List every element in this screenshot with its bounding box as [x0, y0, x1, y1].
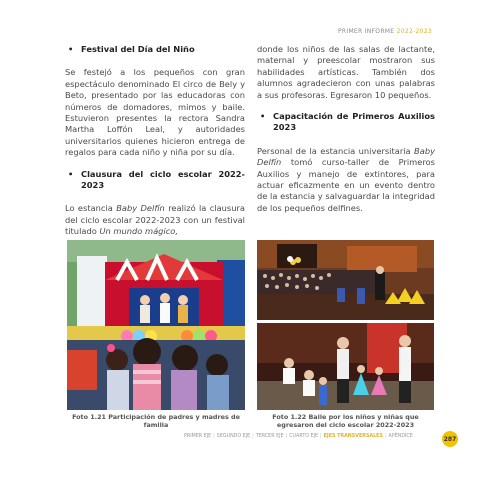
- paragraph-clausura-cont: donde los niños de las salas de lactante, maternal y preescolar mostraron sus habilidades artísticas. También dos alumnos agradecieron con unas palabras a sus profesoras. Egresaron 10 pequeños.: [257, 44, 435, 100]
- paragraph-dia-del-nino: Se festejó a los pequeños con gran espectáculo denominado El circo de Bely y Beto, presentado por las educadoras con números de domadores, mimos y baile. Estuvieron presentes la rectora Sandra Martha Loffón Leal, y autoridades universitarios quienes hicieron entrega de regalos para cada niño y niña por su día.: [65, 67, 245, 158]
- caption-photo-1-21: Foto 1.21 Participación de padres y madres de familia: [72, 413, 240, 429]
- section-heading-dia-del-nino: • Festival del Día del Niño: [65, 44, 245, 55]
- bullet-icon: •: [68, 168, 74, 179]
- caption-photo-1-22: Foto 1.22 Baile por los niños y niñas que egresaron del ciclo escolar 2022-2023: [272, 413, 419, 429]
- footer-link-tercer-eje[interactable]: TERCER EJE: [255, 434, 284, 439]
- section-heading-primeros-auxilios: • Capacitación de Primeros Auxilios 2023: [257, 111, 435, 134]
- left-text-column: [65, 44, 245, 248]
- paragraph-primeros-auxilios: Personal de la estancia universitaria Baby Delfín tomó curso-taller de Primeros Auxilios y manejo de extintores, para actuar eficazmente en un evento dentro de la estancia y salvaguardar la integridad de los pequeños delfines.: [257, 145, 436, 213]
- footer-link-segundo-eje[interactable]: SEGUNDO EJE: [216, 434, 251, 439]
- running-header: [338, 28, 432, 35]
- footer-link-primer-eje[interactable]: PRIMER EJE: [184, 434, 212, 439]
- footer-nav: PRIMER EJE | SEGUNDO EJE | TERCER EJE | CUARTO EJE | EJES TRANSVERSALES | APÉNDICE: [184, 434, 413, 439]
- footer-link-ejes-transversales[interactable]: EJES TRANSVERSALES: [323, 434, 383, 439]
- header-report-years: 2022-2023: [396, 28, 432, 35]
- bullet-icon: •: [68, 44, 74, 54]
- bullet-icon: •: [260, 111, 266, 122]
- footer-link-apendice[interactable]: APÉNDICE: [388, 434, 413, 439]
- paragraph-clausura: Lo estancia Baby Delfín realizó la clausura del ciclo escolar 2022-2023 con un festival titulado Un mundo mágico,: [65, 203, 246, 237]
- photo-graduation-dance: [257, 323, 434, 410]
- footer-link-cuarto-eje[interactable]: CUARTO EJE: [289, 434, 319, 439]
- page-number-badge: 287: [442, 431, 458, 447]
- section-heading-clausura: • Clausura del ciclo escolar 2022-2023: [65, 169, 245, 192]
- header-report-title: PRIMER INFORME: [338, 28, 395, 35]
- photo-auditorium: [257, 240, 434, 320]
- right-text-column: [257, 44, 435, 224]
- photo-circus-festival: [67, 240, 245, 410]
